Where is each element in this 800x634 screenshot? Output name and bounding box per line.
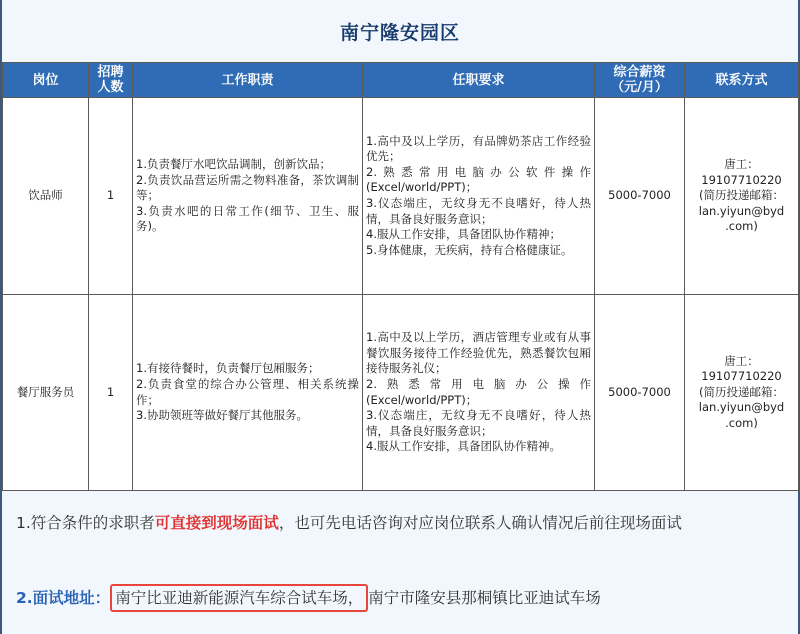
address-detail: 南宁市隆安县那桐镇比亚迪试车场 — [368, 589, 601, 607]
header-duties: 工作职责 — [133, 63, 363, 98]
duties-cell: 1.有接待餐时，负责餐厅包厢服务； 2.负责食堂的综合办公管理、相关系统操作； 3.协助领班等做好餐厅其他服务。 — [133, 295, 363, 491]
note1-emphasis: 可直接到现场面试 — [154, 514, 279, 532]
table-row — [3, 98, 799, 295]
notes-section — [2, 492, 798, 634]
header-salary: 综合薪资 （元/月） — [595, 63, 685, 98]
salary-cell: 5000-7000 — [595, 295, 685, 491]
table-row — [3, 295, 799, 491]
jobs-table — [2, 62, 799, 491]
table-header-row — [3, 63, 799, 98]
note-walk-in — [16, 508, 786, 538]
address-label: 2.面试地址： — [16, 589, 111, 607]
section-title: 南宁隆安园区 — [339, 21, 460, 44]
note1-suffix: ，也可先电话咨询对应岗位联系人确认情况后前往现场面试 — [278, 514, 682, 532]
note-interview-address — [16, 584, 796, 612]
address-highlight: 南宁比亚迪新能源汽车综合试车场， — [110, 584, 368, 612]
position-cell: 饮品师 — [3, 98, 89, 295]
note1-prefix: 1.符合条件的求职者 — [16, 514, 155, 532]
contact-cell: 唐工： 19107710220 (简历投递邮箱： lan.yiyun@byd .com) — [685, 295, 799, 491]
requirements-cell: 1.高中及以上学历，有品牌奶茶店工作经验优先； 2.熟悉常用电脑办公软件操作(Excel/world/PPT)； 3.仪态端庄，无纹身无不良嗜好，待人热情，具备良好服务意识； 4.服从工作安排，具备团队协作精神； 5.身体健康，无疾病，持有合格健康证。 — [363, 98, 595, 295]
salary-cell: 5000-7000 — [595, 98, 685, 295]
header-headcount: 招聘 人数 — [89, 63, 133, 98]
header-requirements: 任职要求 — [363, 63, 595, 98]
headcount-cell: 1 — [89, 295, 133, 491]
duties-cell: 1.负责餐厅水吧饮品调制，创新饮品； 2.负责饮品营运所需之物料准备，茶饮调制等； 3.负责水吧的日常工作(细节、卫生、服务)。 — [133, 98, 363, 295]
headcount-cell: 1 — [89, 98, 133, 295]
header-contact: 联系方式 — [685, 63, 799, 98]
header-position: 岗位 — [3, 63, 89, 98]
position-cell: 餐厅服务员 — [3, 295, 89, 491]
contact-cell: 唐工： 19107710220 (简历投递邮箱： lan.yiyun@byd .com) — [685, 98, 799, 295]
requirements-cell: 1.高中及以上学历，酒店管理专业或有从事餐饮服务接待工作经验优先，熟悉餐饮包厢接待服务礼仪； 2.熟悉常用电脑办公操作(Excel/world/PPT)； 3.仪态端庄，无纹身无不良嗜好，待人热情，具备良好服务意识； 4.服从工作安排，具备团队协作精神。 — [363, 295, 595, 491]
